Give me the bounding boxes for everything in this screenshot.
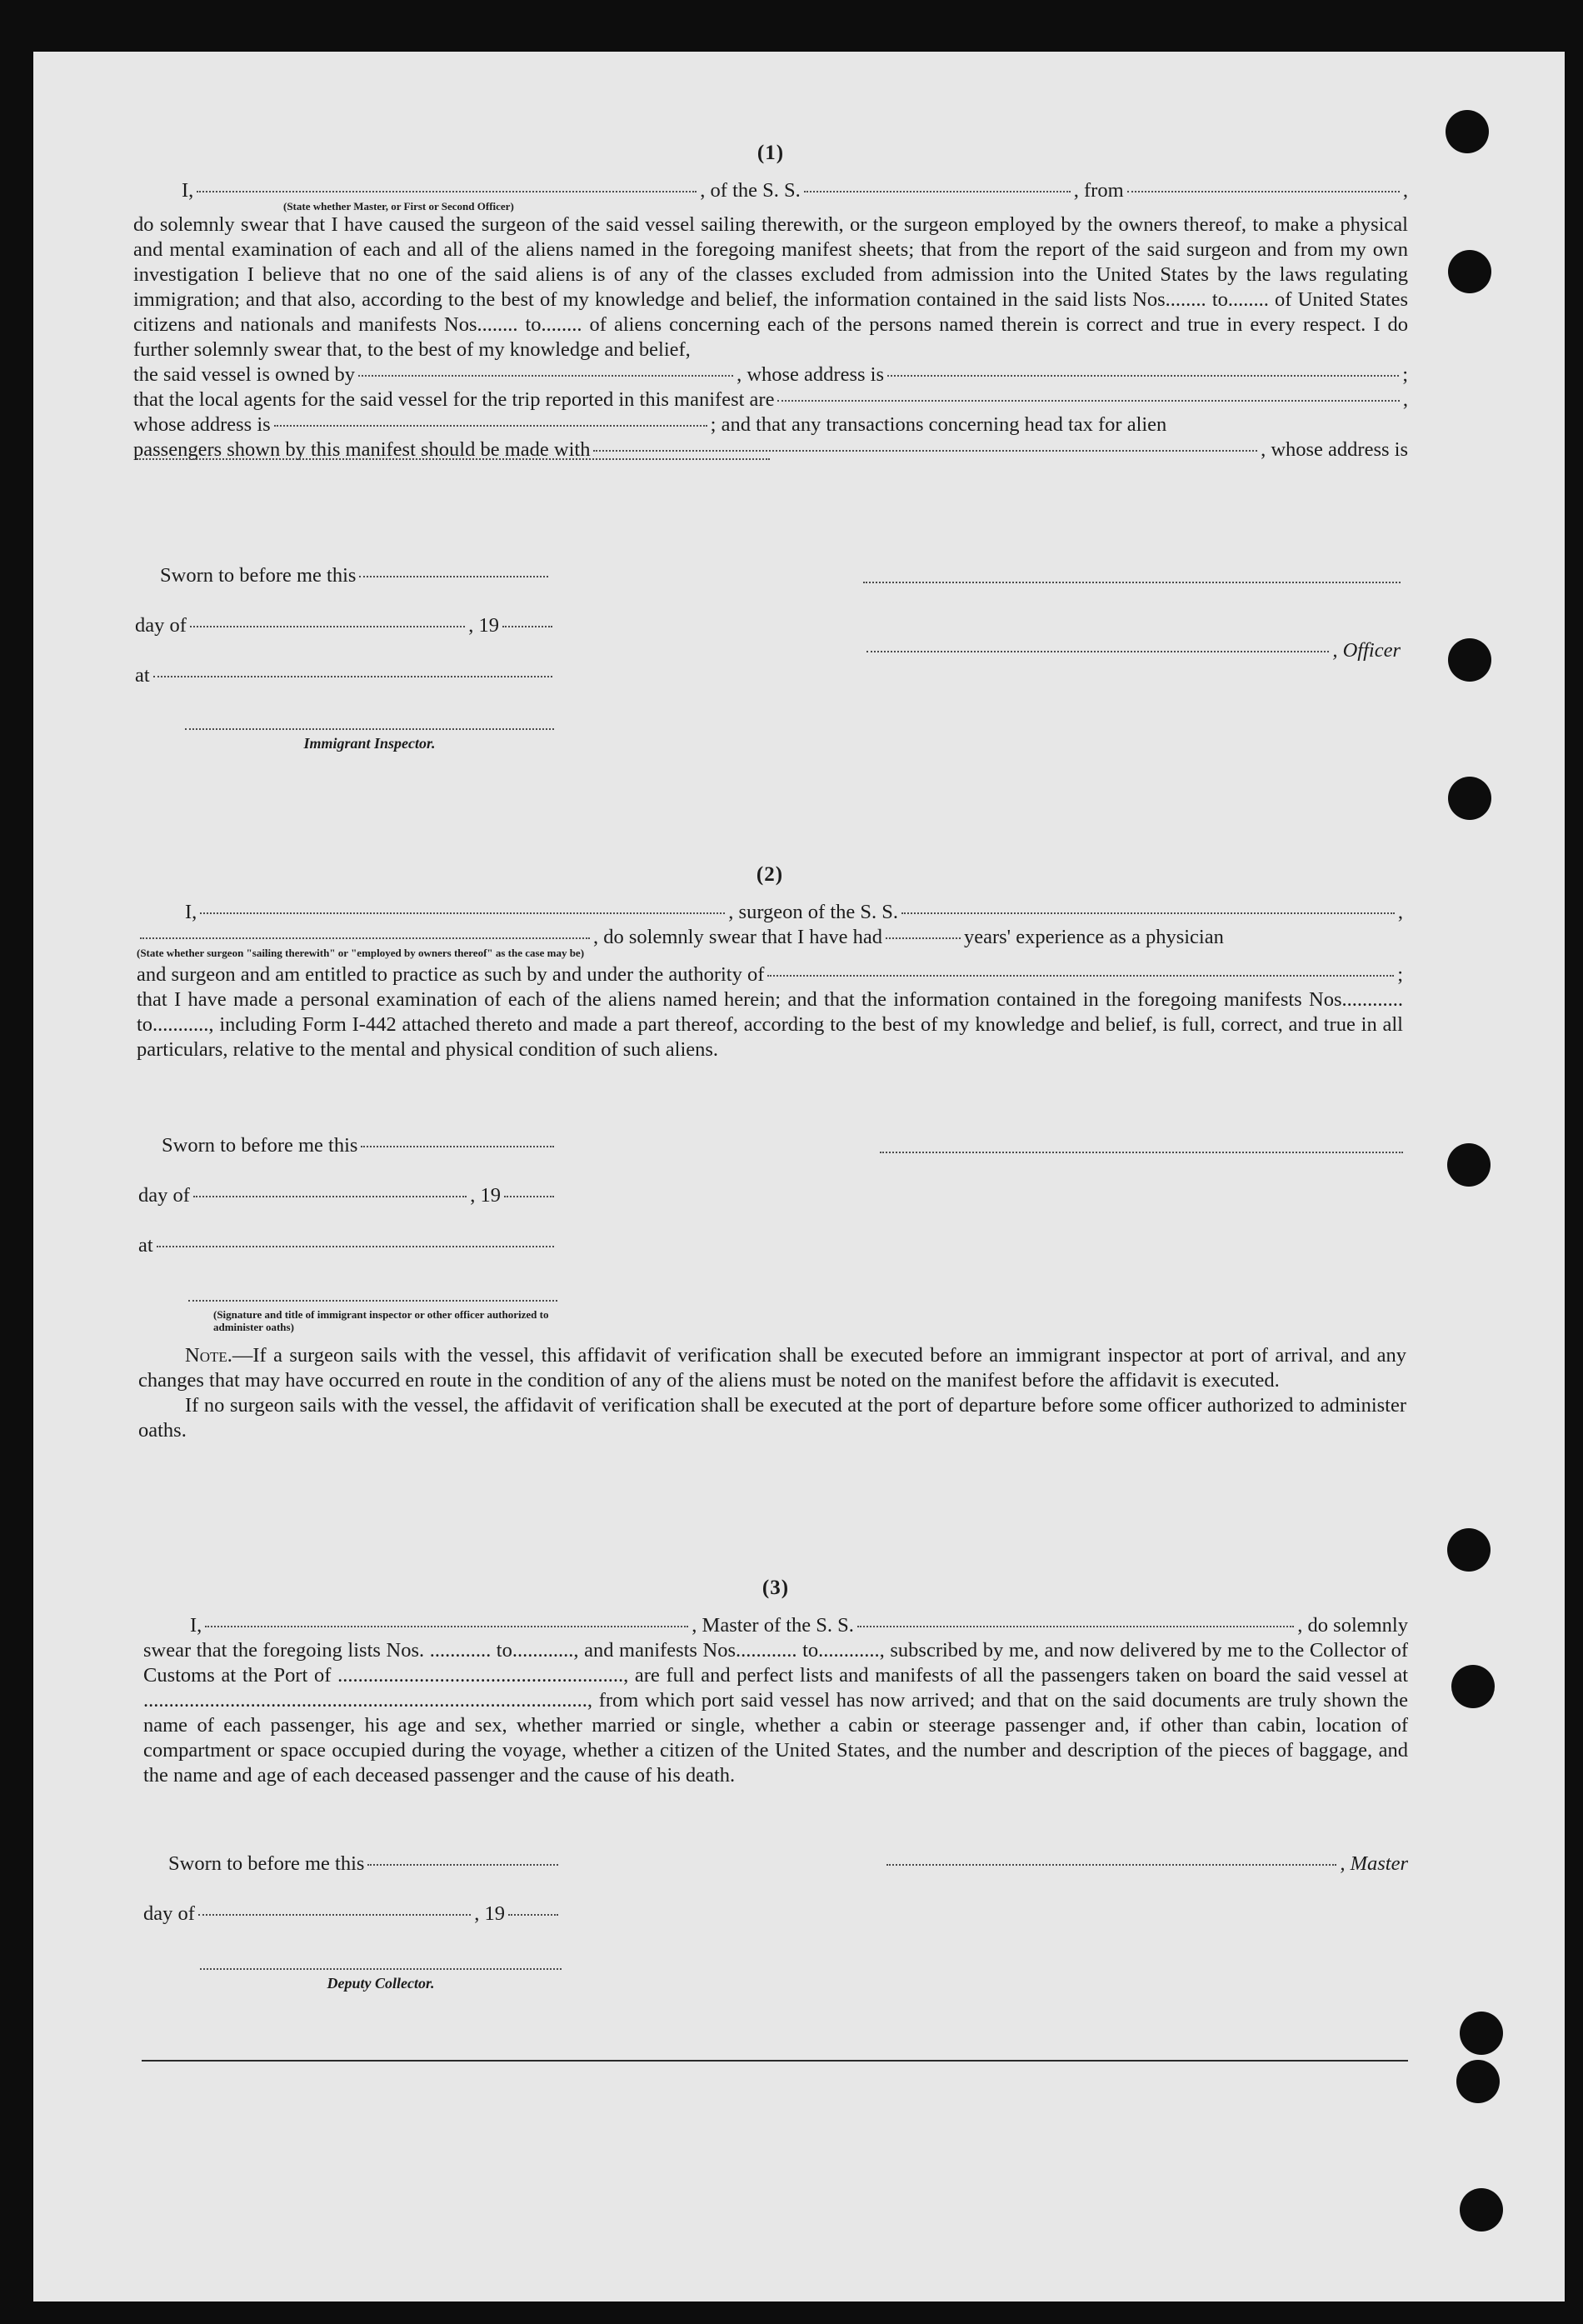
day-of-field[interactable] <box>190 626 465 627</box>
note-text: —If a surgeon sails with the vessel, this affidavit of verification shall be executed before an immigrant inspector at port of arrival, and any changes that may have occurred en route in the condition of any of the aliens must be noted on the manifest before the affidavit is executed. <box>138 1344 1406 1392</box>
deputy-signature-line[interactable] <box>200 1968 562 1970</box>
inspector-signature-line[interactable] <box>188 1300 557 1302</box>
day-of-field[interactable] <box>193 1196 467 1197</box>
agent-address-field[interactable] <box>274 425 707 427</box>
punch-hole <box>1446 110 1489 153</box>
year-field[interactable] <box>502 626 552 627</box>
affidavit-body: swear that the foregoing lists Nos. ............ to............, and manifests Nos............ to............, subscribed by me, and now delivered by me to the Collector of Customs at the Port of ........................................................, are full and perfect lists and manifests of all the passengers taken on board the said vessel at ......................................................................................., from which port said vessel has now arrived; and that on the said documents are truly shown the name of each passenger, his age and sex, whether married or single, whether a cabin or steerage passenger and, if other than cabin, location of compartment or space occupied during the voyage, whether a citizen of the United States, and the number and description of the pieces of baggage, and the name and age of each deceased passenger and the cause of his death. <box>143 1639 1408 1787</box>
deputy-caption: Deputy Collector. <box>327 1975 435 1992</box>
punch-hole <box>1456 2060 1500 2103</box>
pronoun-i: I, <box>182 179 194 202</box>
surgeon-vessel-field[interactable] <box>901 912 1395 914</box>
surgeon-signature-line[interactable] <box>880 1152 1403 1153</box>
punch-hole <box>1451 1665 1495 1708</box>
title-note: (State whether surgeon "sailing therewith" or "employed by owners thereof" as the case may be) <box>137 947 585 959</box>
note-label: Note. <box>185 1344 232 1367</box>
years-field[interactable] <box>886 937 961 939</box>
officer-signature-line[interactable] <box>863 582 1401 583</box>
bottom-rule <box>142 2060 1408 2062</box>
punch-hole <box>1460 2012 1503 2055</box>
punch-hole <box>1447 1528 1491 1572</box>
head-tax-address-field[interactable] <box>137 458 770 460</box>
section-number: (1) <box>757 142 785 164</box>
affidavit-body: do solemnly swear that I have caused the surgeon of the said vessel sailing therewith, or the surgeon employed by the owners thereof, to make a physical and mental examination of each and all of the aliens named in the foregoing manifest sheets; that from the report of the said surgeon and from my own investigation I believe that no one of the said aliens is of any of the classes excluded from admission into the United States by the laws regulating immigration; and that also, according to the best of my knowledge and belief, the information contained in the said lists Nos........ to........ of United States citizens and nationals and manifests Nos........ to........ of aliens concerning each of the persons named therein is correct and true in every respect. I do further solemnly swear that, to the best of my knowledge and belief, <box>133 213 1408 361</box>
at-place-field[interactable] <box>153 676 552 677</box>
from-port-field[interactable] <box>1127 191 1400 192</box>
section-number: (2) <box>756 863 784 886</box>
affidavit-master: (1) I, , of the S. S. , from , (State whether Master, or First or Second Officer) do solemnly swear that I have caused the surgeon of the said vessel sailing therewith, or the surgeon employed by the owners thereof, to make a physical and mental examination of each and all of the aliens named in the foregoing manifest sheets; that from the report of the said surgeon and from my own investigation I believe that no one of the said aliens is of any of the classes excluded from admission into the United States by the laws regulating immigration; and that also, according to the best of my knowledge and belief, the information contained in the said lists Nos........ to........ of United States citizens and nationals and manifests Nos........ to........ of aliens concerning each of the persons named therein is correct and true in every respect. I do further solemnly swear that, to the best of my knowledge and belief, the said vessel is owned by , whose address is ; that the local agents for the said vessel for the trip reported in this manifest are , whose address is ; and that any transactions concerning head tax for alien passengers shown by this manifest should be made with , whose address is <box>133 142 1408 461</box>
at-place-field[interactable] <box>157 1246 554 1247</box>
surgeon-name-field[interactable] <box>200 912 725 914</box>
title-note: (State whether Master, or First or Second Officer) <box>283 200 514 212</box>
punch-hole <box>1448 250 1491 293</box>
affidavit-surgeon: (2) I, , surgeon of the S. S. , , do solemnly swear that I have had years' experience as a physician (State whether surgeon "sailing therewith" or "employed by owners thereof" as the case may be) and surgeon and am entitled to practice as such by and under the authority of ; that I have made a personal examination of each of the aliens named herein; and that the information contained in the foregoing manifests Nos............ to..........., including Form I-442 attached thereto and made a part thereof, according to the best of my knowledge and belief, is full, correct, and true in all particulars, relative to the mental and physical condition of such aliens. <box>137 863 1403 1061</box>
sworn-date-field[interactable] <box>361 1146 554 1147</box>
sworn-date-field[interactable] <box>367 1864 558 1866</box>
officer-title-line[interactable] <box>866 651 1329 652</box>
day-of-field[interactable] <box>198 1914 471 1916</box>
punch-hole <box>1448 638 1491 682</box>
master-vessel-field[interactable] <box>857 1626 1294 1627</box>
punch-hole <box>1460 2188 1503 2232</box>
affidavit-body: that I have made a personal examination of each of the aliens named herein; and that the information contained in the foregoing manifests Nos............ to..........., including Form I-442 attached thereto and made a part thereof, according to the best of my knowledge and belief, is full, correct, and true in all particulars, relative to the mental and physical condition of such aliens. <box>137 988 1403 1061</box>
punch-hole <box>1448 777 1491 820</box>
inspector-caption: Immigrant Inspector. <box>303 735 436 752</box>
affidavit-master-2: (3) I, , Master of the S. S. , do solemnly swear that the foregoing lists Nos. ............ to............, and manifests Nos............ to............, subscribed by me, and now delivered by me to the Collector of Customs at the Port of ........................................................, are full and perfect lists and manifests of all the passengers taken on board the said vessel at ......................................................................................., from which port said vessel has now arrived; and that on the said documents are truly shown the name of each passenger, his age and sex, whether married or single, whether a cabin or steerage passenger and, if other than cabin, location of compartment or space occupied during the voyage, whether a citizen of the United States, and the number and description of the pieces of baggage, and the name and age of each deceased passenger and the cause of his death. <box>143 1577 1408 1787</box>
year-field[interactable] <box>508 1914 558 1916</box>
signature-note: (Signature and title of immigrant inspector or other officer authorized to administer oaths) <box>213 1308 549 1333</box>
surgeon-status-field[interactable] <box>140 937 590 939</box>
note-block <box>138 1343 1406 1443</box>
sworn-label: Sworn to before me this <box>160 564 357 587</box>
note-text-2: If no surgeon sails with the vessel, the affidavit of verification shall be executed at the port of departure before some officer authorized to administer oaths. <box>138 1394 1406 1442</box>
year-field[interactable] <box>504 1196 554 1197</box>
inspector-signature-line[interactable] <box>185 728 554 730</box>
section-number: (3) <box>762 1577 790 1599</box>
vessel-name-field[interactable] <box>804 191 1071 192</box>
master-label: , Master <box>1340 1852 1408 1875</box>
authority-field[interactable] <box>767 975 1394 977</box>
head-tax-party-field[interactable] <box>593 450 1257 452</box>
owner-address-field[interactable] <box>887 375 1399 377</box>
local-agents-field[interactable] <box>777 400 1399 402</box>
owner-field[interactable] <box>358 375 733 377</box>
officer-name-field[interactable] <box>197 191 697 192</box>
master-name-field[interactable] <box>205 1626 688 1627</box>
sworn-date-field[interactable] <box>359 576 548 577</box>
officer-label: , Officer <box>1332 639 1401 662</box>
master-signature-line[interactable] <box>886 1864 1336 1866</box>
punch-hole <box>1447 1143 1491 1187</box>
